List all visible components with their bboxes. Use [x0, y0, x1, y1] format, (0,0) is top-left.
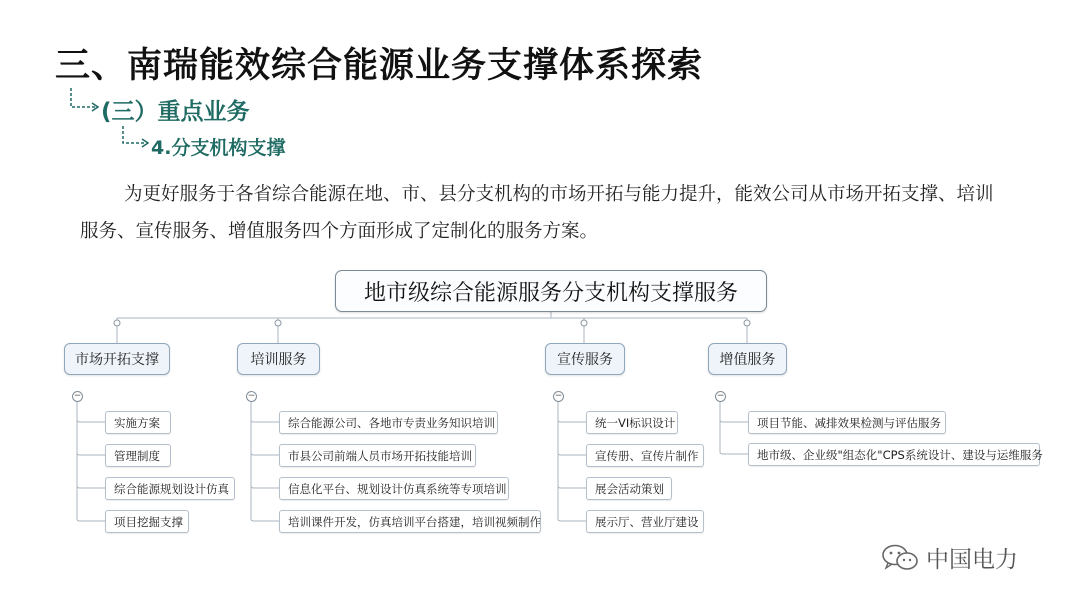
- leaf-node: 地市级、企业级"组态化"CPS系统设计、建设与运维服务: [748, 443, 1040, 466]
- leaf-node: 宣传册、宣传片制作: [586, 444, 704, 467]
- leaf-node: 实施方案: [105, 411, 171, 434]
- category-market-support: 市场开拓支撑: [64, 343, 170, 375]
- leaf-node: 信息化平台、规划设计仿真系统等专项培训: [279, 477, 509, 500]
- leaf-node: 培训课件开发，仿真培训平台搭建，培训视频制作: [279, 510, 541, 533]
- leaf-node: 综合能源规划设计仿真: [105, 477, 235, 500]
- leaf-node: 市县公司前端人员市场开拓技能培训: [279, 444, 476, 467]
- collapse-toggle-icon[interactable]: −: [716, 391, 725, 401]
- leaf-node: 展会活动策划: [586, 477, 672, 500]
- leaf-node: 综合能源公司、各地市专责业务知识培训: [279, 411, 498, 434]
- intro-paragraph: 为更好服务于各省综合能源在地、市、县分支机构的市场开拓与能力提升，能效公司从市场开拓支撑、培训服务、宣传服务、增值服务四个方面形成了定制化的服务方案。: [80, 184, 994, 242]
- collapse-toggle-icon[interactable]: −: [73, 391, 82, 401]
- watermark-text: 中国电力: [926, 547, 1018, 573]
- section-subtitle: (三）重点业务: [101, 99, 250, 125]
- leaf-node: 管理制度: [105, 444, 171, 467]
- watermark: [880, 541, 1018, 574]
- wechat-icon: [880, 543, 920, 573]
- category-publicity: 宣传服务: [545, 343, 625, 375]
- leaf-node: 展示厅、营业厅建设: [586, 510, 704, 533]
- page-title: 三、南瑞能效综合能源业务支撑体系探索: [55, 46, 704, 86]
- diagram-root-node: 地市级综合能源服务分支机构支撑服务: [335, 270, 767, 312]
- category-training: 培训服务: [237, 343, 320, 375]
- leaf-node: 项目挖掘支撑: [105, 510, 189, 533]
- collapse-toggle-icon[interactable]: −: [247, 391, 256, 401]
- leaf-node: 统一VI标识设计: [586, 411, 678, 434]
- section-heading: 4.分支机构支撑: [151, 137, 286, 159]
- leaf-node: 项目节能、减排效果检测与评估服务: [748, 411, 946, 434]
- category-value-added: 增值服务: [708, 343, 787, 375]
- collapse-toggle-icon[interactable]: −: [554, 391, 563, 401]
